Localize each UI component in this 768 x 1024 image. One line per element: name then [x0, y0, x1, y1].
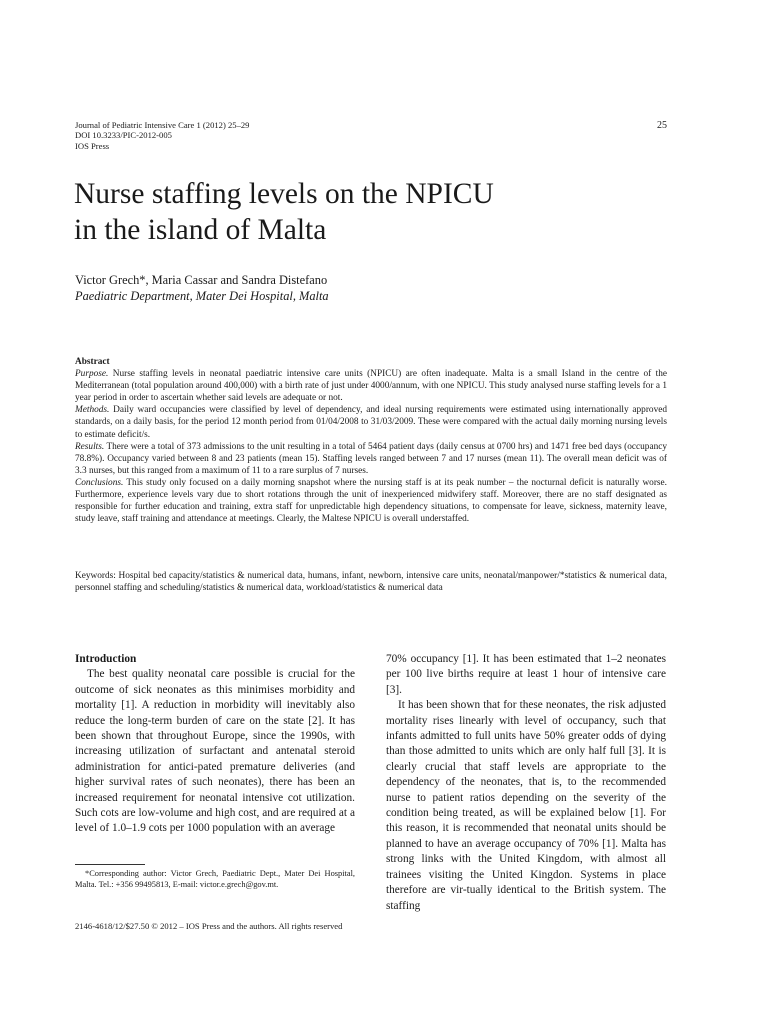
corresponding-author-footnote: *Corresponding author: Victor Grech, Paediatric Dept., Mater Dei Hospital, Malta. Tel.: +356 99495813, E-mail: victor.e.grech@gov.mt.: [75, 869, 355, 889]
body-column-left: [75, 652, 355, 837]
paragraph: The best quality neonatal care possible is crucial for the outcome of sick neonates as this minimises morbidity and mortality [1]. A reduction in morbidity will inevitably also reduce the long-term burden of care on the state [2]. It has been shown that throughout Europe, since the 1990s, with increasing utilization of surfactant and antenatal steroid administration for antici-pated premature deliveries (and higher survival rates of such neonates), there has been an increased requirement for neonatal intensive cot utilization. Such cots are low-volume and high cost, and are required at a level of 1.0–1.9 cots per 1000 population with an average: [75, 668, 355, 835]
purpose-label: Purpose.: [75, 369, 109, 380]
purpose-text: Nurse staffing levels in neonatal paediatric intensive care units (NPICU) are often inadequate. Malta is a small Island in the centre of the Mediterranean (total population around 400,000) with a birth rate of just under 4000/annum, with one NPICU. This study analysed nurse staffing levels for a 1 year period in order to ascertain whether said levels are adequate or not.: [75, 369, 667, 404]
methods-label: Methods.: [75, 405, 110, 416]
section-heading-introduction: Introduction: [75, 653, 137, 665]
paper-title: [74, 176, 634, 248]
page-number: 25: [657, 120, 667, 131]
title-line-2: in the island of Malta: [74, 214, 327, 246]
journal-info: [75, 120, 249, 151]
keywords: Keywords: Hospital bed capacity/statistics & numerical data, humans, infant, newborn, intensive care units, neonatal/manpower/*statistics & numerical data, personnel staffing and scheduling/statistics & numerical data, workload/statistics & numerical data: [75, 571, 667, 594]
abstract: [75, 356, 667, 525]
conclusions-text: This study only focused on a daily morning snapshot where the nursing staff is at its peak number – the nocturnal deficit is naturally worse. Furthermore, experience levels vary due to short rotations through the unit of inexperienced midwifery staff. Moreover, there are no staff designated as responsible for further education and training, extra staff for unpredictable high dependency situations, to compensate for leave, sickness, maternity leave, study leave, staff training and attendance at meetings. Clearly, the Maltese NPICU is overall understaffed.: [75, 477, 667, 525]
body-column-right: [386, 652, 666, 914]
copyright-line: 2146-4618/12/$27.50 © 2012 – IOS Press and the authors. All rights reserved: [75, 921, 343, 931]
affiliation: Paediatric Department, Mater Dei Hospital, Malta: [75, 288, 329, 303]
abstract-methods: [75, 404, 667, 440]
author-block: [75, 273, 329, 304]
footnote-rule: [75, 864, 145, 865]
abstract-purpose: [75, 368, 667, 404]
abstract-results: [75, 441, 667, 477]
results-text: There were a total of 373 admissions to the unit resulting in a total of 5464 patient days (daily census at 0700 hrs) and 1471 free bed days (occupancy 78.8%). Occupancy varied between 8 and 23 patients (mean 15). Staffing levels ranged between 7 and 17 nurses (mean 11). The overall mean deficit was of 3.3 nurses, but this ranged from a maximum of 11 to a rare surplus of 7 nurses.: [75, 441, 667, 476]
conclusions-label: Conclusions.: [75, 477, 124, 488]
doi: DOI 10.3233/PIC-2012-005: [75, 130, 172, 141]
results-label: Results.: [75, 441, 105, 452]
paragraph: 70% occupancy [1]. It has been estimated that 1–2 neonates per 100 live births require at least 1 hour of intensive care [3].: [386, 653, 666, 696]
abstract-conclusions: [75, 477, 667, 525]
abstract-heading: Abstract: [75, 357, 110, 367]
title-line-1: Nurse staffing levels on the NPICU: [74, 178, 494, 210]
publisher: IOS Press: [75, 140, 110, 151]
methods-text: Daily ward occupancies were classified by level of dependency, and ideal nursing requirements were estimated using internationally approved standards, on a daily basis, for the period 12 month period from 01/04/2008 to 31/03/2009. These were compared with the actual daily morning nursing levels to estimate deficit/s.: [75, 405, 667, 440]
paragraph: It has been shown that for these neonates, the risk adjusted mortality rises linearly with level of occupancy, such that infants admitted to full units have 50% greater odds of dying than those admitted to units which are only half full [3]. It is clearly crucial that staff levels are appropriate to the dependency of the neonates, that is, to the recommended nurse to patient ratios depending on the severity of the condition being treated, as will be explained below [1]. For this reason, it is recommended that neonatal units should be planned to have an average occupancy of 70% [1]. Malta has strong links with the United Kingdom, with almost all trainees visiting the United Kingdon. Systems in place therefore are vir-tually identical to the British system. The staffing: [386, 699, 666, 912]
author-names: Victor Grech*, Maria Cassar and Sandra Distefano: [75, 273, 328, 287]
journal-citation: Journal of Pediatric Intensive Care 1 (2012) 25–29: [75, 120, 250, 130]
